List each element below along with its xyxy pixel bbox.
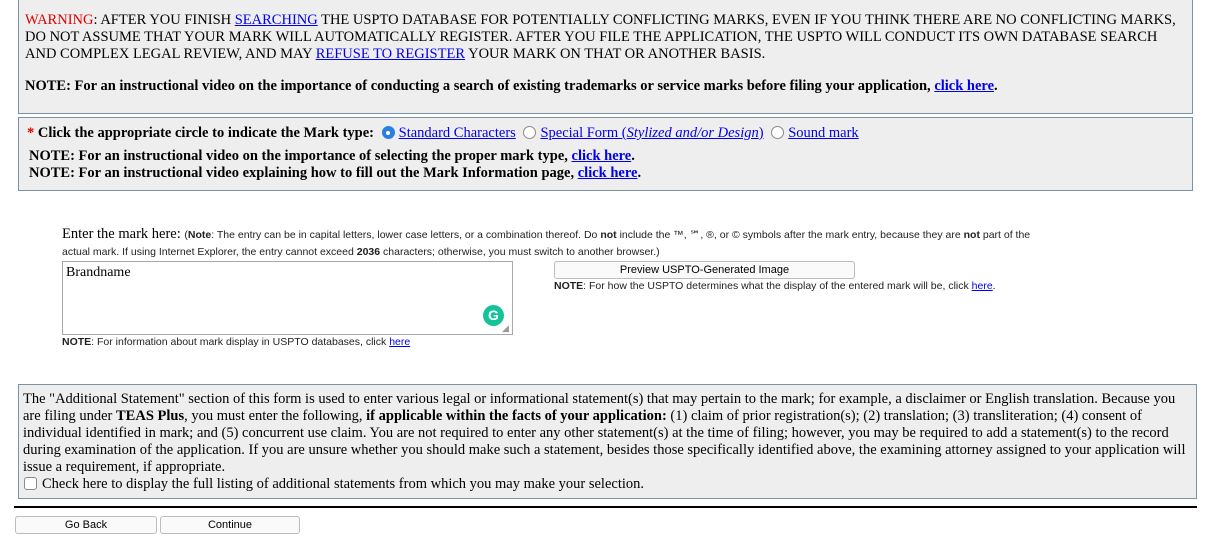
warning-text-3: YOUR MARK ON THAT OR ANOTHER BASIS. — [465, 46, 766, 62]
mark-display-note: NOTE: For information about mark display in USPTO databases, click here — [62, 336, 411, 348]
resize-handle-icon[interactable]: ◢ — [502, 323, 509, 333]
mark-type-video-note: NOTE: For an instructional video on the importance of selecting the proper mark type, click here. — [29, 148, 635, 164]
refuse-to-register-link[interactable]: REFUSE TO REGISTER — [315, 46, 466, 62]
mark-type-video-link[interactable]: click here — [571, 148, 632, 164]
enter-mark-note: (Note: The entry can be in capital letters, lower case letters, or a combination thereof. Do not include the ™, ℠, ®, or © symbols after the mark entry, because they are not part of the actual mark. If using Internet Explorer, the entry cannot exceed 2036 characters; otherwise, you must switch to another browser.) — [62, 229, 1031, 258]
sound-mark-link[interactable]: Sound mark — [788, 125, 859, 141]
warning-label: WARNING — [25, 12, 94, 28]
mark-type-panel — [18, 117, 1193, 191]
mark-type-row — [27, 125, 859, 142]
divider — [14, 506, 1197, 508]
searching-link[interactable]: SEARCHING — [234, 12, 318, 28]
enter-mark-label: Enter the mark here: (Note: The entry can be in capital letters, lower case letters, or a combination thereof. Do not include the ™, ℠, ®, or © symbols after the mark entry, because they are not part of the actual mark. If using Internet Explorer, the entry cannot exceed 2036 characters; otherwise, you must switch to another browser.) — [62, 226, 1031, 258]
mark-text-input[interactable] — [62, 261, 513, 335]
warning-text-1: : AFTER YOU FINISH — [93, 12, 235, 28]
preview-note-link[interactable]: here — [971, 280, 993, 292]
go-back-button[interactable]: Go Back — [15, 516, 157, 534]
warning-panel — [18, 0, 1193, 114]
additional-statements-option — [24, 476, 644, 493]
continue-button[interactable]: Continue — [160, 516, 300, 534]
mark-display-link[interactable]: here — [389, 336, 411, 348]
standard-characters-radio[interactable] — [382, 126, 395, 139]
mark-info-video-note: NOTE: For an instructional video explaining how to fill out the Mark Information page, click here. — [29, 165, 642, 181]
sound-mark-radio[interactable] — [771, 126, 784, 139]
preview-image-button[interactable]: Preview USPTO-Generated Image — [554, 261, 855, 279]
search-video-link[interactable]: click here — [934, 78, 995, 94]
search-video-note: NOTE: For an instructional video on the importance of conducting a search of existing trademarks or service marks before filing your application, click here. — [25, 78, 998, 94]
special-form-radio[interactable] — [523, 126, 536, 139]
mark-info-video-link[interactable]: click here — [577, 165, 638, 181]
show-additional-statements-label[interactable]: Check here to display the full listing of additional statements from which you may make your selection. — [42, 476, 645, 492]
show-additional-statements-checkbox[interactable] — [24, 477, 37, 490]
preview-note: NOTE: For how the USPTO determines what the display of the entered mark will be, click here. — [554, 280, 996, 292]
required-indicator: * — [27, 125, 35, 141]
warning-text-2: THE USPTO DATABASE FOR POTENTIALLY CONFLICTING MARKS, EVEN IF YOU THINK THERE ARE NO CONFLICTING MARKS, DO NOT ASSUME THAT YOUR MARK WILL AUTOMATICALLY REGISTER. AFTER YOU FILE THE APPLICATION, THE USPTO WILL CONDUCT ITS OWN DATABASE SEARCH AND COMPLEX LEGAL REVIEW, AND MAY — [25, 12, 1176, 62]
grammarly-icon[interactable]: G — [483, 305, 504, 326]
standard-characters-link[interactable]: Standard Characters — [398, 125, 516, 141]
additional-statement-panel: The "Additional Statement" section of this form is used to enter various legal or informational statement(s) that may pertain to the mark; for example, a disclaimer or English translation. Because you are filing under TEAS Plus, you must enter the following, if applicable within the facts of your application: (1) claim of prior registration(s); (2) translation; (3) transliteration; (4) consent of individual identified in mark; and (5) concurrent use claim. You are not required to enter any other statement(s) at the time of filing; however, you may be required to add a statement(s) to the record during examination of the application. If you are unsure whether you should make such a statement, besides those specifically identified above, the examining attorney assigned to your application will issue a requirement, if appropriate. Check here to display the full listing of additional statements from which you may make your selection. — [18, 384, 1197, 499]
mark-type-prompt: Click the appropriate circle to indicate the Mark type: — [37, 125, 375, 141]
special-form-link[interactable]: Special Form (Stylized and/or Design) — [540, 125, 764, 141]
